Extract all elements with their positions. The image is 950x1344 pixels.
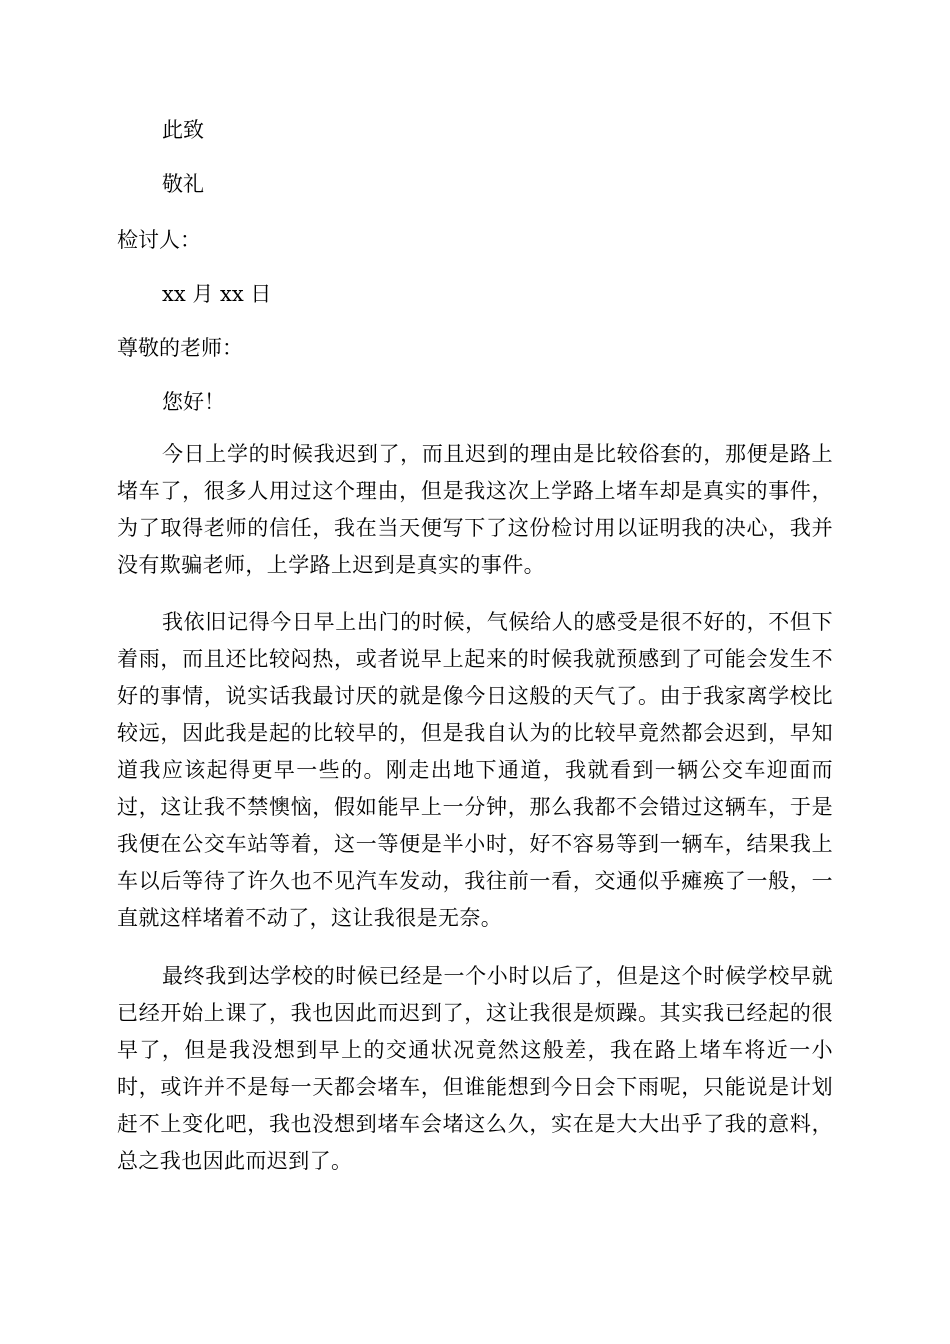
- salutation: 尊敬的老师：: [117, 336, 243, 360]
- greeting: 您好！: [162, 390, 225, 414]
- body-paragraph-2: 我依旧记得今日早上出门的时候，气候给人的感受是很不好的，不但下着雨，而且还比较闷热，或者说早上起来的时候我就预感到了可能会发生不好的事情，说实话我最讨厌的就是像今日这般的天气了。由于我家离学校比较远，因此我是起的比较早的，但是我自认为的比较早竟然都会迟到，早知道我应该起得更早一些的。刚走出地下通道，我就看到一辆公交车迎面而过，这让我不禁懊恼，假如能早上一分钟，那么我都不会错过这辆车，于是我便在公交车站等着，这一等便是半小时，好不容易等到一辆车，结果我上车以后等待了许久也不见汽车发动，我往前一看，交通似乎瘫痪了一般，一直就这样堵着不动了，这让我很是无奈。: [117, 610, 833, 930]
- body-paragraph-3: 最终我到达学校的时候已经是一个小时以后了，但是这个时候学校早就已经开始上课了，我也因此而迟到了，这让我很是烦躁。其实我已经起的很早了，但是我没想到早上的交通状况竟然这般差，我在路上堵车将近一小时，或许并不是每一天都会堵车，但谁能想到今日会下雨呢，只能说是计划赶不上变化吧，我也没想到堵车会堵这么久，实在是大大出乎了我的意料，总之我也因此而迟到了。: [117, 964, 833, 1173]
- closing-line-2: 敬礼: [162, 172, 204, 196]
- signer-label: 检讨人：: [117, 228, 201, 252]
- closing-line-1: 此致: [162, 118, 204, 142]
- body-paragraph-1: 今日上学的时候我迟到了，而且迟到的理由是比较俗套的，那便是路上堵车了，很多人用过这个理由，但是我这次上学路上堵车却是真实的事件，为了取得老师的信任，我在当天便写下了这份检讨用以证明我的决心，我并没有欺骗老师，上学路上迟到是真实的事件。: [117, 442, 833, 577]
- date-line: xx 月 xx 日: [162, 282, 272, 306]
